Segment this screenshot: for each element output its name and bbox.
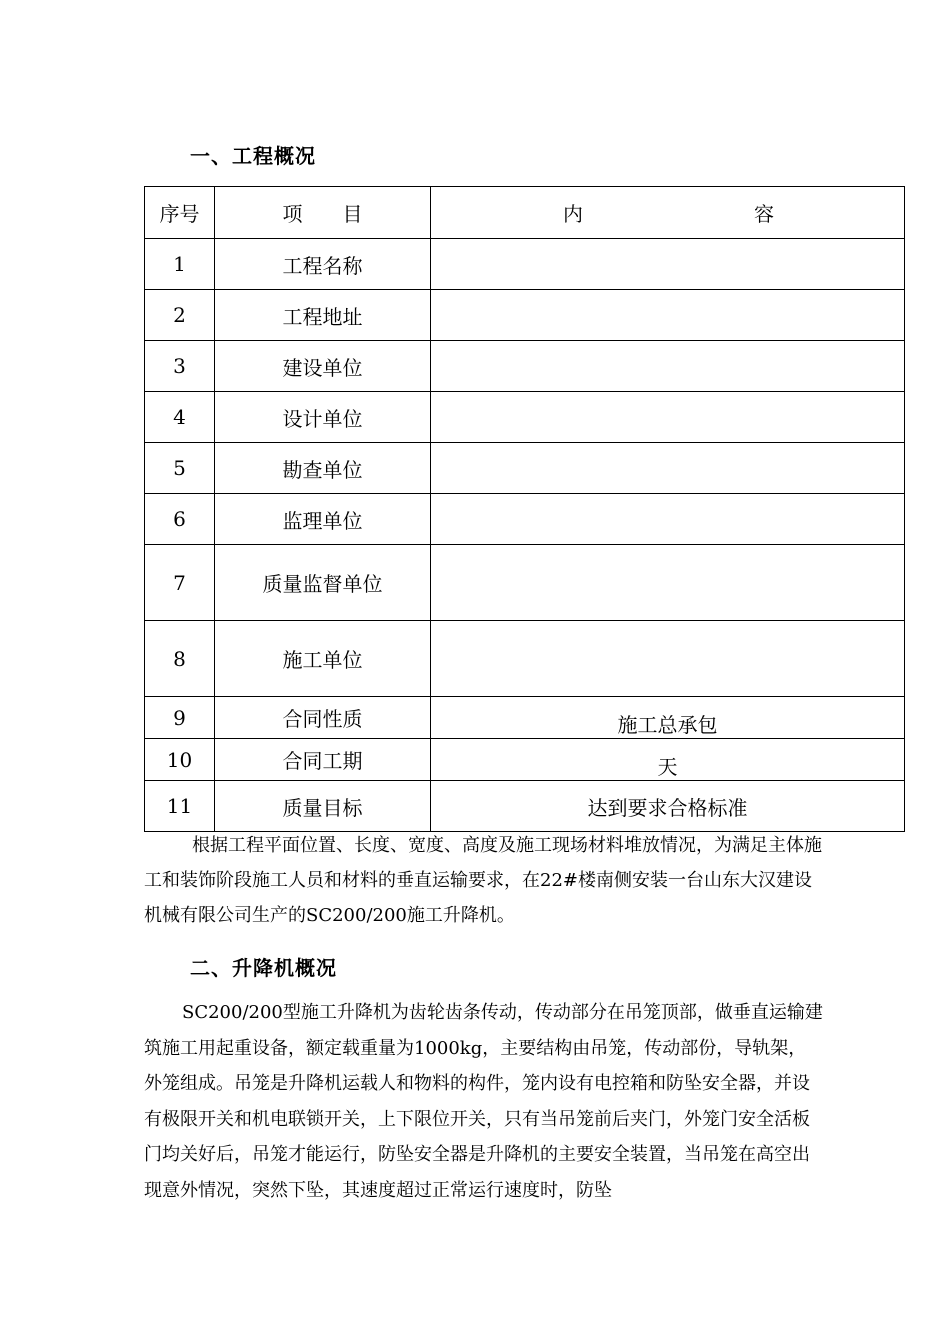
row-content <box>431 239 905 290</box>
row-content <box>431 341 905 392</box>
hoist-description-paragraph: SC200/200型施工升降机为齿轮齿条传动，传动部分在吊笼顶部，做垂直运输建筑施工用起重设备，额定载重量为1000kg，主要结构由吊笼，传动部份，导轨架，外笼组成。吊笼是升降机运载人和物料的构件，笼内设有电控箱和防坠安全器，并设有极限开关和机电联锁开关，上下限位开关，只有当吊笼前后夹门，外笼门安全活板门均关好后，吊笼才能运行，防坠安全器是升降机的主要安全装置，当吊笼在高空出现意外情况，突然下坠，其速度超过正常运行速度时，防坠 <box>144 1002 823 1201</box>
row-number: 4 <box>145 392 215 443</box>
table-row <box>145 494 905 545</box>
row-item: 设计单位 <box>215 392 431 443</box>
table-row <box>145 392 905 443</box>
section-title-hoist: 二、升降机概况 <box>190 956 337 980</box>
row-number: 6 <box>145 494 215 545</box>
row-content: 达到要求合格标准 <box>431 781 905 832</box>
row-content <box>431 392 905 443</box>
row-content-value: 施工总承包 <box>617 713 718 737</box>
row-item: 质量监督单位 <box>215 545 431 621</box>
row-content <box>431 739 905 781</box>
row-number: 2 <box>145 290 215 341</box>
row-item: 合同工期 <box>215 739 431 781</box>
table-row <box>145 621 905 697</box>
project-overview-table <box>144 186 905 832</box>
row-content <box>431 443 905 494</box>
header-item: 项 目 <box>215 187 431 239</box>
row-item: 工程地址 <box>215 290 431 341</box>
table-row <box>145 290 905 341</box>
table-row <box>145 545 905 621</box>
row-number: 1 <box>145 239 215 290</box>
table-header-row <box>145 187 905 239</box>
table-row <box>145 239 905 290</box>
row-number: 5 <box>145 443 215 494</box>
row-number: 3 <box>145 341 215 392</box>
table-row <box>145 697 905 739</box>
row-number: 10 <box>145 739 215 781</box>
row-number: 9 <box>145 697 215 739</box>
row-number: 8 <box>145 621 215 697</box>
row-item: 质量目标 <box>215 781 431 832</box>
row-item: 监理单位 <box>215 494 431 545</box>
table-row <box>145 781 905 832</box>
row-content <box>431 494 905 545</box>
table-row <box>145 739 905 781</box>
table-row <box>145 443 905 494</box>
row-item: 合同性质 <box>215 697 431 739</box>
row-item: 工程名称 <box>215 239 431 290</box>
row-item: 建设单位 <box>215 341 431 392</box>
header-content <box>431 187 905 239</box>
row-item: 施工单位 <box>215 621 431 697</box>
header-serial-number: 序号 <box>145 187 215 239</box>
header-content-left: 内 <box>563 202 583 226</box>
row-content <box>431 697 905 739</box>
row-content <box>431 545 905 621</box>
row-item: 勘查单位 <box>215 443 431 494</box>
row-number: 7 <box>145 545 215 621</box>
row-content <box>431 290 905 341</box>
section-title-overview: 一、工程概况 <box>190 144 316 168</box>
header-content-right: 容 <box>754 202 774 226</box>
table-row <box>145 341 905 392</box>
row-content <box>431 621 905 697</box>
row-number: 11 <box>145 781 215 832</box>
overview-paragraph: 根据工程平面位置、长度、宽度、高度及施工现场材料堆放情况，为满足主体施工和装饰阶段施工人员和材料的垂直运输要求，在22#楼南侧安装一台山东大汉建设机械有限公司生产的SC200/200施工升降机。 <box>144 835 822 926</box>
row-content-value: 天 <box>657 755 678 779</box>
